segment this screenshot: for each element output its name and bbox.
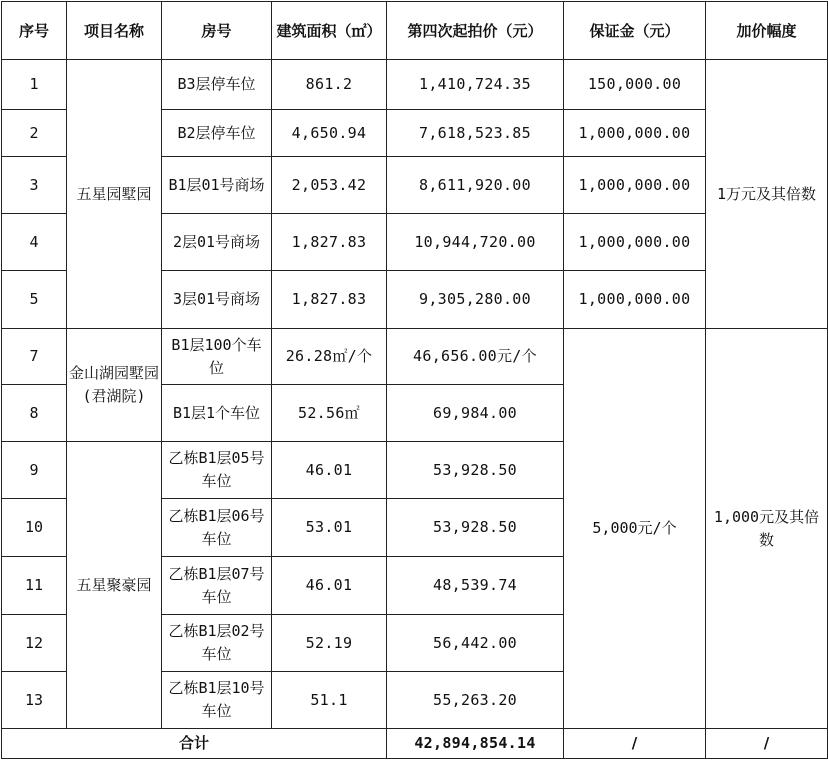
cell-price: 10,944,720.00 xyxy=(387,214,564,271)
cell-price: 1,410,724.35 xyxy=(387,60,564,110)
cell-price: 48,539.74 xyxy=(387,557,564,615)
cell-deposit: 1,000,000.00 xyxy=(564,214,706,271)
cell-seq: 3 xyxy=(2,157,67,214)
cell-room: B1层01号商场 xyxy=(162,157,272,214)
cell-seq: 4 xyxy=(2,214,67,271)
cell-seq: 12 xyxy=(2,615,67,672)
total-price: 42,894,854.14 xyxy=(387,729,564,759)
total-row xyxy=(2,729,828,759)
cell-area: 2,053.42 xyxy=(272,157,387,214)
cell-increment: 1万元及其倍数 xyxy=(706,60,828,329)
cell-room: B3层停车位 xyxy=(162,60,272,110)
cell-price: 55,263.20 xyxy=(387,672,564,729)
total-label: 合计 xyxy=(2,729,387,759)
cell-area: 52.19 xyxy=(272,615,387,672)
cell-deposit: 1,000,000.00 xyxy=(564,110,706,157)
cell-area: 26.28㎡/个 xyxy=(272,329,387,385)
cell-seq: 5 xyxy=(2,271,67,329)
cell-increment: 1,000元及其倍数 xyxy=(706,329,828,729)
cell-seq: 2 xyxy=(2,110,67,157)
cell-seq: 11 xyxy=(2,557,67,615)
cell-area: 1,827.83 xyxy=(272,271,387,329)
cell-price: 46,656.00元/个 xyxy=(387,329,564,385)
cell-price: 9,305,280.00 xyxy=(387,271,564,329)
cell-price: 53,928.50 xyxy=(387,442,564,499)
cell-project: 五星园墅园 xyxy=(67,60,162,329)
header-area: 建筑面积（㎡） xyxy=(272,2,387,60)
cell-room: 乙栋B1层07号车位 xyxy=(162,557,272,615)
cell-room: B1层1个车位 xyxy=(162,385,272,442)
cell-price: 7,618,523.85 xyxy=(387,110,564,157)
header-room: 房号 xyxy=(162,2,272,60)
header-deposit: 保证金（元） xyxy=(564,2,706,60)
table-row xyxy=(2,60,828,110)
cell-price: 56,442.00 xyxy=(387,615,564,672)
cell-area: 52.56㎡ xyxy=(272,385,387,442)
cell-area: 46.01 xyxy=(272,442,387,499)
cell-deposit: 1,000,000.00 xyxy=(564,157,706,214)
cell-price: 53,928.50 xyxy=(387,499,564,557)
header-row xyxy=(2,2,828,60)
cell-seq: 7 xyxy=(2,329,67,385)
total-increment: / xyxy=(706,729,828,759)
cell-room: 2层01号商场 xyxy=(162,214,272,271)
cell-area: 861.2 xyxy=(272,60,387,110)
cell-deposit: 5,000元/个 xyxy=(564,329,706,729)
cell-room: 乙栋B1层06号车位 xyxy=(162,499,272,557)
cell-room: 3层01号商场 xyxy=(162,271,272,329)
table-row xyxy=(2,329,828,385)
cell-seq: 9 xyxy=(2,442,67,499)
cell-room: 乙栋B1层02号车位 xyxy=(162,615,272,672)
cell-project: 五星聚豪园 xyxy=(67,442,162,729)
cell-seq: 10 xyxy=(2,499,67,557)
cell-deposit: 1,000,000.00 xyxy=(564,271,706,329)
cell-room: 乙栋B1层10号车位 xyxy=(162,672,272,729)
header-increment: 加价幅度 xyxy=(706,2,828,60)
cell-area: 46.01 xyxy=(272,557,387,615)
cell-area: 51.1 xyxy=(272,672,387,729)
cell-room: B2层停车位 xyxy=(162,110,272,157)
cell-project: 金山湖园墅园(君湖院) xyxy=(67,329,162,442)
cell-price: 8,611,920.00 xyxy=(387,157,564,214)
cell-price: 69,984.00 xyxy=(387,385,564,442)
header-price: 第四次起拍价（元） xyxy=(387,2,564,60)
auction-table xyxy=(1,1,828,759)
cell-seq: 13 xyxy=(2,672,67,729)
total-deposit: / xyxy=(564,729,706,759)
cell-area: 4,650.94 xyxy=(272,110,387,157)
cell-room: 乙栋B1层05号车位 xyxy=(162,442,272,499)
cell-deposit: 150,000.00 xyxy=(564,60,706,110)
cell-room: B1层100个车位 xyxy=(162,329,272,385)
header-project: 项目名称 xyxy=(67,2,162,60)
cell-area: 1,827.83 xyxy=(272,214,387,271)
header-seq: 序号 xyxy=(2,2,67,60)
cell-area: 53.01 xyxy=(272,499,387,557)
cell-seq: 8 xyxy=(2,385,67,442)
cell-seq: 1 xyxy=(2,60,67,110)
